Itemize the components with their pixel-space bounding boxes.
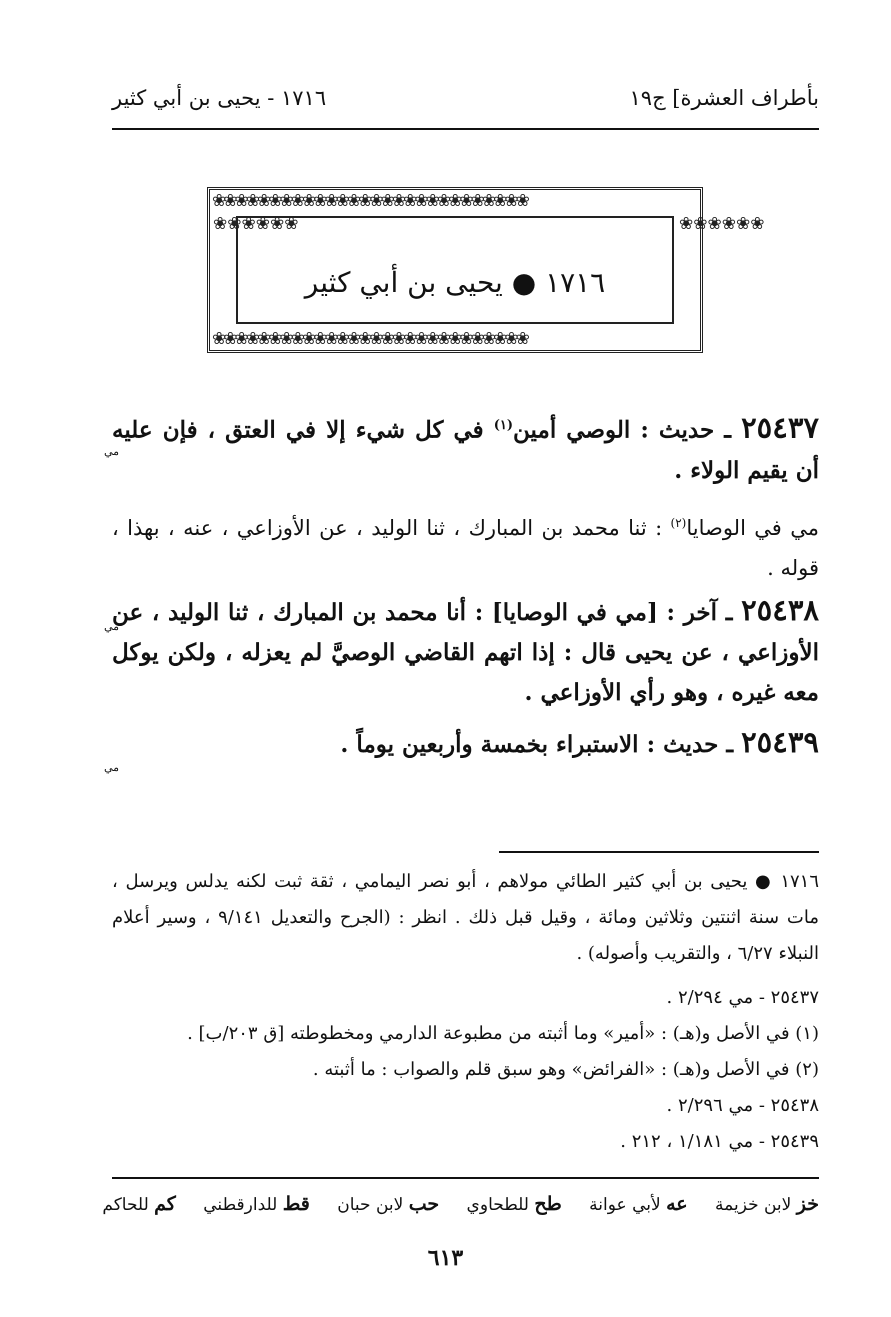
frame-inner-border <box>236 216 674 324</box>
source-siglum: مي <box>103 761 119 774</box>
hadith-25437 <box>112 406 819 491</box>
footnote-1: (١) في الأصل و(هـ) : «أمير» وما أثبته من مطبوعة الدارمي ومخطوطته [ق ٢٠٣/ب] . <box>187 1023 819 1044</box>
footnote-ref-1: (١) <box>493 418 514 433</box>
footnote-biography: ١٧١٦ ● يحيى بن أبي كثير الطائي مولاهم ، أبو نصر اليمامي ، ثقة ثبت لكنه يدلس ويرسل ، مات سنة اثنتين وثلاثين ومائة ، وقيل قبل ذلك . انظر : (الجرح والتعديل ٩/١٤١ ، وسير أعلام النبلاء ٦/٢٧ ، والتقريب وأصوله) . <box>112 871 819 964</box>
abbr-desc: لابن حبان <box>337 1195 404 1215</box>
abbreviation-legend <box>102 1193 819 1215</box>
abbr-code: خز <box>796 1193 819 1215</box>
abbr-code: حب <box>408 1193 440 1215</box>
abbr-desc: للطحاوي <box>466 1195 529 1215</box>
running-header-chapter: ١٧١٦ - يحيى بن أبي كثير <box>112 86 327 110</box>
footnote-separator <box>499 851 819 853</box>
footnote-2: (٢) في الأصل و(هـ) : «الفرائض» وهو سبق قلم والصواب : ما أثبته . <box>312 1059 819 1080</box>
abbr-desc: للدارقطني <box>203 1195 278 1215</box>
abbr-code: طح <box>534 1193 562 1215</box>
abbr-desc: لأبي عوانة <box>589 1195 661 1215</box>
chapter-title: ١٧١٦ ● يحيى بن أبي كثير <box>304 266 606 299</box>
isnad-text: : ثنا محمد بن المبارك ، ثنا الوليد ، عن الأوزاعي ، عنه ، بهذا ، قوله . <box>112 516 819 580</box>
source-siglum: مي <box>103 445 119 458</box>
frame-ornament-bottom: ❀❀❀❀❀❀❀❀❀❀❀❀❀❀❀❀❀❀❀❀❀❀❀❀❀❀❀❀ <box>212 329 527 349</box>
footnote-bottom-rule <box>112 1177 819 1179</box>
source-siglum: مي <box>103 620 119 633</box>
abbr-item <box>203 1195 310 1215</box>
footnote-source-25437: ٢٥٤٣٧ - مي ٢/٢٩٤ . <box>666 987 819 1008</box>
abbr-item <box>102 1195 175 1215</box>
abbr-item <box>715 1195 819 1215</box>
abbr-desc: للحاكم <box>102 1195 149 1215</box>
chapter-title-frame <box>207 187 765 353</box>
frame-ornament-top: ❀❀❀❀❀❀❀❀❀❀❀❀❀❀❀❀❀❀❀❀❀❀❀❀❀❀❀❀ <box>212 191 527 211</box>
abbr-code: عه <box>666 1193 688 1215</box>
abbr-item <box>337 1195 439 1215</box>
hadith-text: ـ حديث : الوصي أمين <box>513 416 742 444</box>
hadith-text-rest: في كل شيء إلا في العتق ، فإن عليه أن يقيم الولاء . <box>112 416 819 484</box>
hadith-number: ٢٥٤٣٩ <box>741 725 819 759</box>
abbr-code: قط <box>282 1193 310 1215</box>
frame-ornament-right: ❀❀❀❀❀❀ <box>679 214 765 234</box>
hadith-number: ٢٥٤٣٧ <box>741 410 819 445</box>
page-number: ٦١٣ <box>427 1245 464 1271</box>
isnad-source: مي في الوصايا <box>686 516 819 540</box>
hadith-number: ٢٥٤٣٨ <box>741 593 819 627</box>
running-header-book-title: بأطراف العشرة] ج١٩ <box>629 86 819 110</box>
footnote-source-25438: ٢٥٤٣٨ - مي ٢/٢٩٦ . <box>666 1095 819 1116</box>
abbr-item <box>589 1195 687 1215</box>
header-rule <box>112 128 819 130</box>
abbr-item <box>467 1195 562 1215</box>
abbr-desc: لابن خزيمة <box>715 1195 792 1215</box>
hadith-text: ـ حديث : الاستبراء بخمسة وأربعين يوماً . <box>340 731 742 758</box>
abbr-code: كم <box>154 1193 176 1215</box>
hadith-text: ـ آخر : [مي في الوصايا] : أنا محمد بن المبارك ، ثنا الوليد ، عن الأوزاعي ، عن يحيى قال : إذا اتهم القاضي الوصيَّ لم يعزله ، ولكن يوكل معه غيره ، وهو رأي الأوزاعي . <box>112 599 819 706</box>
frame-ornament-left: ❀❀❀❀❀❀ <box>213 214 299 234</box>
hadith-25437-isnad <box>112 503 819 588</box>
footnote-source-25439: ٢٥٤٣٩ - مي ١/١٨١ ، ٢١٢ . <box>620 1131 819 1152</box>
hadith-25438 <box>112 590 819 713</box>
hadith-25439 <box>112 722 819 765</box>
footnote-ref-2: (٢) <box>670 516 687 530</box>
